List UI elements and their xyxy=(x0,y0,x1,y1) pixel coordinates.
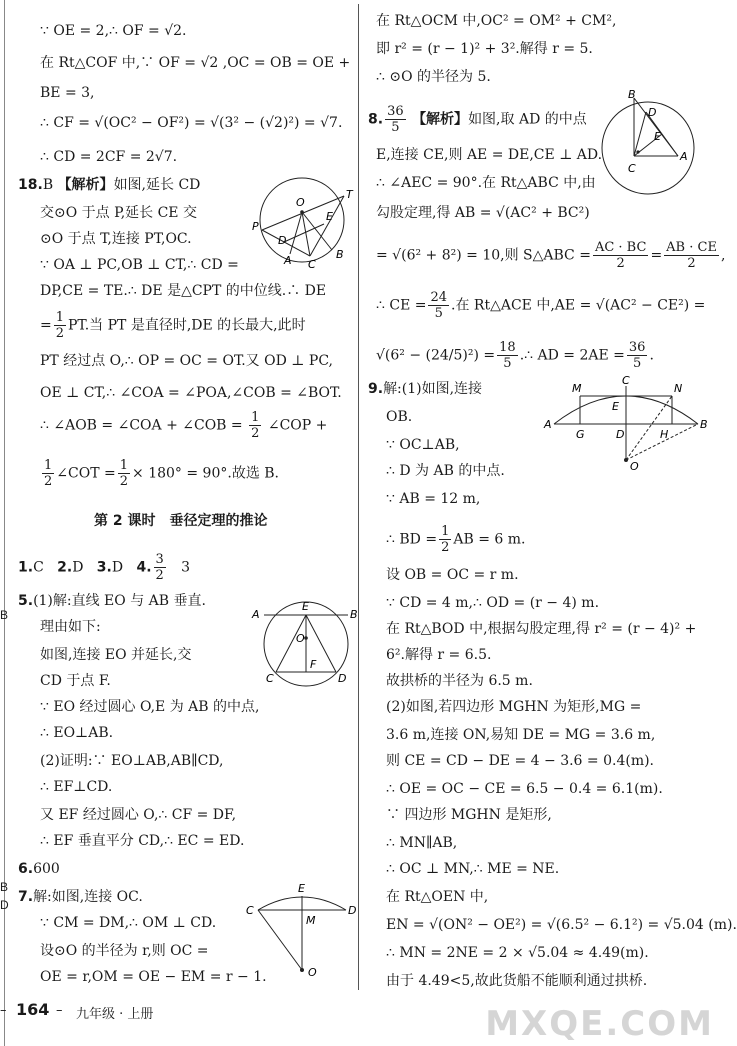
svg-text:B: B xyxy=(350,608,358,621)
question-9-header: 9.解:(1)如图,连接 xyxy=(368,381,483,397)
text-line: 在 Rt△BOD 中,根据勾股定理,得 r² = (r − 4)² + xyxy=(386,621,697,637)
fraction: $\frac{1}{2}$ xyxy=(44,458,53,489)
svg-text:T: T xyxy=(346,188,353,201)
text-line: ∴ EF⊥CD. xyxy=(40,779,113,795)
text-line: ∵ 四边形 MGHN 是矩形, xyxy=(386,807,552,823)
svg-text:O: O xyxy=(296,632,305,645)
svg-text:E: E xyxy=(326,210,333,223)
fraction: $\frac{1}{2}$ xyxy=(441,524,450,555)
footer-dash: – xyxy=(56,1003,63,1018)
svg-text:M: M xyxy=(306,914,316,927)
svg-text:G: G xyxy=(576,428,585,441)
grade-label: 九年级 · 上册 xyxy=(76,1007,154,1022)
formula-line: $\frac{1}{2}$ ∠COT = $\frac{1}{2}$ × 180° = 90°.故选 B. xyxy=(44,458,280,489)
text-line: ∵ AB = 12 m, xyxy=(386,491,481,507)
text-line: ∴ OC ⊥ MN,∴ ME = NE. xyxy=(386,861,560,877)
text-line: OE ⊥ CT,∴ ∠COA = ∠POA,∠COB = ∠BOT. xyxy=(40,385,342,401)
text-line: EN = √(ON² − OE²) = √(6.5² − 6.1²) = √5.04 (m). xyxy=(386,917,737,933)
text-line: 在 Rt△OEN 中, xyxy=(386,889,489,905)
text-line: OE = r,OM = OE − EM = r − 1. xyxy=(40,969,267,985)
text-line: BE = 3, xyxy=(40,85,95,101)
text-line: 如图,连接 EO 并延长,交 xyxy=(40,647,192,663)
text-line: 即 r² = (r − 1)² + 3².解得 r = 5. xyxy=(376,41,593,57)
svg-text:B: B xyxy=(336,248,344,261)
text-line: PT 经过点 O,∴ OP = OC = OT.又 OD ⊥ PC, xyxy=(40,353,333,369)
text-line: 则 CE = CD − DE = 4 − 3.6 = 0.4(m). xyxy=(386,753,655,769)
text-line: OB. xyxy=(386,409,413,425)
question-18-header xyxy=(18,176,200,194)
svg-text:A: A xyxy=(680,150,688,163)
text-line: ∵ OA ⊥ PC,OB ⊥ CT,∴ CD = xyxy=(40,257,239,273)
text-line: ∴ MN∥AB, xyxy=(386,835,458,851)
svg-text:M: M xyxy=(572,382,582,395)
text-line: 理由如下: xyxy=(40,619,101,635)
text-line: ∴ D 为 AB 的中点. xyxy=(386,463,505,479)
svg-text:D: D xyxy=(348,904,357,917)
fraction: $\frac{1}{2}$ xyxy=(251,410,260,441)
svg-text:O: O xyxy=(630,460,639,473)
text-line: ∴ ⊙O 的半径为 5. xyxy=(376,69,491,85)
text-line: ∴ EO⊥AB. xyxy=(40,725,114,741)
fraction: $\frac{36}{5}$ xyxy=(628,340,646,371)
svg-text:O: O xyxy=(308,966,317,979)
svg-text:E: E xyxy=(302,600,309,613)
figure-q5 xyxy=(250,598,358,690)
text-line: 设 OB = OC = r m. xyxy=(386,567,519,583)
formula-line: = $\frac{1}{2}$ PT.当 PT 是直径时,DE 的长最大,此时 xyxy=(40,310,306,341)
text-line: 6².解得 r = 6.5. xyxy=(386,647,492,663)
question-8-header: 8. $\frac{36}{5}$ 【解析】如图,取 AD 的中点 xyxy=(368,104,587,135)
text-line: ∴ MN = 2NE = 2 × √5.04 ≈ 4.49(m). xyxy=(386,945,649,961)
question-6: 6.600 xyxy=(18,861,60,877)
fraction: $\frac{AB \cdot CE}{2}$ xyxy=(666,240,717,271)
fraction: $\frac{AC \cdot BC}{2}$ xyxy=(594,240,647,271)
text-line: ∴ CD = 2CF = 2√7. xyxy=(40,149,178,165)
text-line: ⊙O 于点 T,连接 PT,OC. xyxy=(40,231,192,247)
text-line: 勾股定理,得 AB = √(AC² + BC²) xyxy=(376,205,590,221)
svg-text:B: B xyxy=(628,88,636,101)
text-line: 3.6 m,连接 ON,易知 DE = MG = 3.6 m, xyxy=(386,727,656,743)
text-line: 故拱桥的半径为 6.5 m. xyxy=(386,673,533,689)
text-line: ∵ OE = 2,∴ OF = √2. xyxy=(40,23,187,39)
svg-text:D: D xyxy=(648,106,657,119)
column-divider xyxy=(358,4,359,990)
svg-text:N: N xyxy=(674,382,683,395)
text-line: CD 于点 F. xyxy=(40,673,111,689)
svg-text:A: A xyxy=(544,418,552,431)
formula-line: √(6² − (24/5)²) = $\frac{18}{5}$ .∴ AD = 2AE = $\frac{36}{5}$ . xyxy=(376,340,654,371)
svg-text:B: B xyxy=(700,418,708,431)
fraction: $\frac{24}{5}$ xyxy=(430,290,448,321)
figure-q7 xyxy=(240,882,357,982)
site-watermark: MXQE.COM xyxy=(485,1004,714,1044)
short-answers: 1.C 2.D 3.D 4. $\frac{3}{2}$ 3 xyxy=(18,552,191,583)
figure-q9 xyxy=(540,374,714,474)
analysis-tag: 【解析】 xyxy=(57,177,114,193)
question-number: 18. xyxy=(18,177,43,193)
svg-text:C: C xyxy=(308,258,316,271)
svg-text:D: D xyxy=(338,672,347,685)
formula-line: ∴ BD = $\frac{1}{2}$ AB = 6 m. xyxy=(386,524,526,555)
svg-text:E: E xyxy=(612,400,619,413)
svg-text:E: E xyxy=(298,882,305,895)
svg-text:O: O xyxy=(296,196,305,209)
text-line: 又 EF 经过圆心 O,∴ CF = DF, xyxy=(40,807,237,823)
svg-text:C: C xyxy=(246,904,254,917)
text-line: ∴ OE = OC − CE = 6.5 − 0.4 = 6.1(m). xyxy=(386,781,663,797)
svg-text:A: A xyxy=(252,608,260,621)
text-line: 由于 4.49<5,故此货船不能顺利通过拱桥. xyxy=(386,973,648,989)
svg-text:P: P xyxy=(252,220,259,233)
text-line: ∵ CM = DM,∴ OM ⊥ CD. xyxy=(40,915,217,931)
text-line: ∴ CF = √(OC² − OF²) = √(3² − (√2)²) = √7. xyxy=(40,115,343,131)
svg-text:D: D xyxy=(278,234,287,247)
figure-q8 xyxy=(592,90,710,198)
edge-mark: D xyxy=(0,898,9,912)
text-line: E,连接 CE,则 AE = DE,CE ⊥ AD. xyxy=(376,147,603,163)
text-line: ∵ OC⊥AB, xyxy=(386,437,460,453)
text-line: 在 Rt△OCM 中,OC² = OM² + CM², xyxy=(376,13,617,29)
formula-line: = √(6² + 8²) = 10,则 S△ABC = $\frac{AC \cdot BC}{2}$ = $\frac{AB \cdot CE}{2}$ , xyxy=(376,240,726,271)
svg-text:C: C xyxy=(266,672,274,685)
text-line: (2)如图,若四边形 MGHN 为矩形,MG = xyxy=(386,699,642,715)
text-line: PT.当 PT 是直径时,DE 的长最大,此时 xyxy=(68,317,306,334)
edge-mark: B xyxy=(0,880,9,894)
svg-text:E: E xyxy=(654,130,661,143)
text-line: (2)证明:∵ EO⊥AB,AB∥CD, xyxy=(40,753,224,769)
svg-text:F: F xyxy=(310,658,317,671)
fraction: $\frac{18}{5}$ xyxy=(499,340,516,371)
fraction: $\frac{3}{2}$ xyxy=(155,552,164,583)
text-line: ∴ EF 垂直平分 CD,∴ EC = ED. xyxy=(40,833,245,849)
fraction: $\frac{1}{2}$ xyxy=(55,310,65,341)
text-line: 在 Rt△COF 中,∵ OF = √2 ,OC = OB = OE + xyxy=(40,55,351,71)
page-number: 164 xyxy=(16,1000,50,1019)
text-line: ∵ EO 经过圆心 O,E 为 AB 的中点, xyxy=(40,699,260,715)
formula-line: ∴ ∠AOB = ∠COA + ∠COB = $\frac{1}{2}$ ∠COP + xyxy=(40,410,328,441)
question-5-header: 5.(1)解:直线 EO 与 AB 垂直. xyxy=(18,593,206,609)
text-line: DP,CE = TE.∴ DE 是△CPT 的中位线.∴ DE xyxy=(40,283,327,299)
section-title: 第 2 课时 垂径定理的推论 xyxy=(94,513,268,529)
text-line: 如图,延长 CD xyxy=(113,177,201,193)
text-line: 设⊙O 的半径为 r,则 OC = xyxy=(40,943,209,959)
answer: B xyxy=(42,177,54,193)
text-line: ∵ CD = 4 m,∴ OD = (r − 4) m. xyxy=(386,595,600,611)
svg-text:C: C xyxy=(628,162,636,175)
formula-line: ∴ CE = $\frac{24}{5}$ .在 Rt△ACE 中,AE = √(AC² − CE²) = xyxy=(376,290,706,321)
figure-q18 xyxy=(250,172,358,271)
text-line: 交⊙O 于点 P,延长 CE 交 xyxy=(40,205,197,221)
svg-text:H: H xyxy=(660,428,669,441)
svg-text:C: C xyxy=(622,374,630,387)
question-7-header: 7.解:如图,连接 OC. xyxy=(18,889,143,905)
footer-dash: – xyxy=(0,1003,7,1018)
text-line: ∴ ∠AEC = 90°.在 Rt△ABC 中,由 xyxy=(376,175,596,191)
fraction: $\frac{36}{5}$ xyxy=(387,104,404,135)
svg-text:A: A xyxy=(284,254,292,267)
edge-mark: B xyxy=(0,608,9,622)
svg-text:D: D xyxy=(616,428,625,441)
fraction: $\frac{1}{2}$ xyxy=(119,458,129,489)
